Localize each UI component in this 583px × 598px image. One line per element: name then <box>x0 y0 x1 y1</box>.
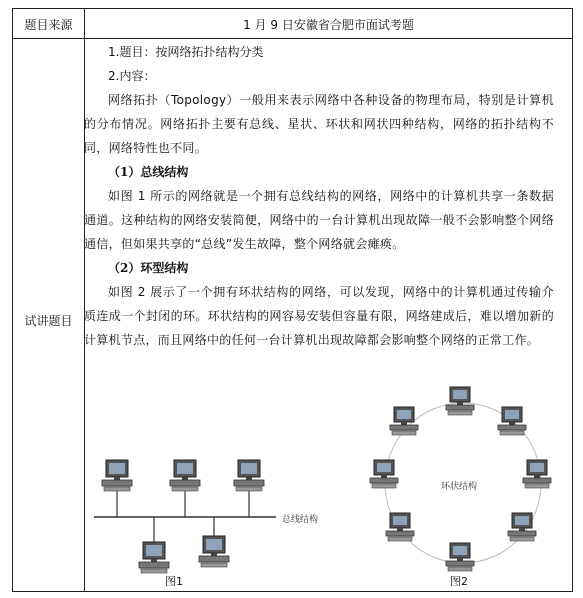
heading-bus: （1）总线结构 <box>108 165 189 179</box>
computer-icon <box>102 460 132 491</box>
computer-icon <box>446 543 474 571</box>
computer-icon <box>139 542 169 573</box>
computer-icon <box>498 407 526 435</box>
topic-content <box>84 40 554 352</box>
computer-icon <box>390 407 418 435</box>
computer-icon <box>199 536 229 567</box>
header-divider <box>13 38 572 39</box>
computer-icon <box>523 460 551 488</box>
paragraph-topology: 网络拓扑（Topology）一般用来表示网络中各种设备的物理布局，特别是计算机的分布情况。网络拓扑主要有总线、星状、环状和网状四种结构，网络的拓扑结构不同，网络特性也不同。 <box>84 93 554 155</box>
ring-structure-label: 环状结构 <box>441 482 478 492</box>
figure2-caption: 图2 <box>450 575 468 588</box>
item-content-label: 2.内容： <box>108 69 156 83</box>
row-topic-label: 试讲题目 <box>24 314 73 328</box>
header-source-value: 1 月 9 日安徽省合肥市面试考题 <box>243 18 414 32</box>
paragraph-bus: 如图 1 所示的网络就是一个拥有总线结构的网络，网络中的计算机共享一条数据通道。这种结构的网络安装简便，网络中的一台计算机出现故障一般不会影响整个网络通信，但如果共享的“总线”发生故障，整个网络就会瘫痪。 <box>84 189 554 251</box>
heading-ring: （2）环型结构 <box>108 261 189 275</box>
computer-icon <box>508 513 536 541</box>
computer-icon <box>446 387 474 415</box>
item-title: 1.题目：按网络拓扑结构分类 <box>108 45 264 59</box>
computer-icon <box>234 460 264 491</box>
computer-icon <box>386 513 414 541</box>
figure1-caption: 图1 <box>165 575 183 588</box>
bus-structure-label: 总线结构 <box>282 515 319 525</box>
paragraph-ring: 如图 2 展示了一个拥有环状结构的网络，可以发现，网络中的计算机通过传输介质连成一个封闭的环。环状结构的网容易安装但容量有限，网络建成后，难以增加新的计算机节点，而且网络中的任何一台计算机出现故障都会影响整个网络的正常工作。 <box>84 285 554 347</box>
computer-icon <box>370 460 398 488</box>
header-source-label: 题目来源 <box>24 18 73 32</box>
computer-icon <box>170 460 200 491</box>
